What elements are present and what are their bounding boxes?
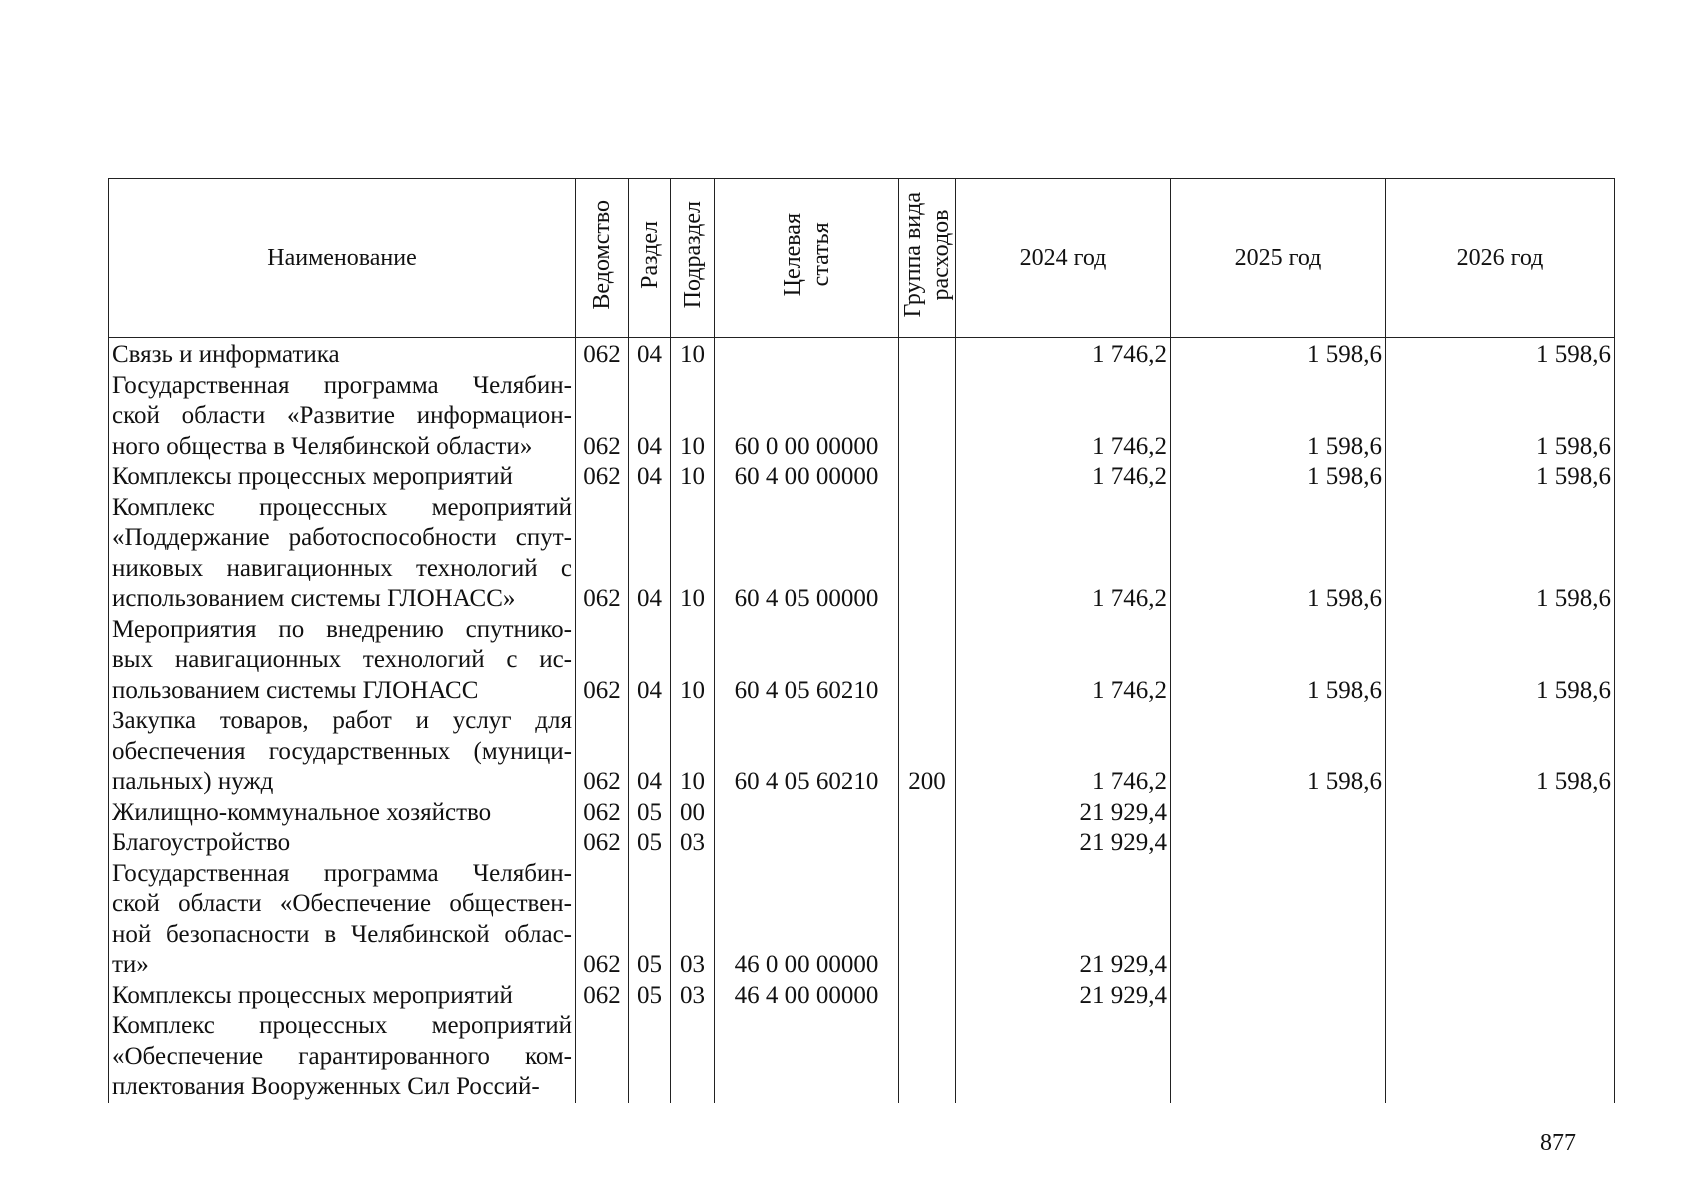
cell-gruppa xyxy=(899,371,956,463)
cell-razdel: 04 xyxy=(629,371,671,463)
cell-name-line: Закупка товаров, работ и услуг для xyxy=(112,707,572,734)
table-row xyxy=(109,371,1615,463)
cell-name-line: ного общества в Челябинской области» xyxy=(112,432,533,460)
cell-name-line: «Обеспечение гарантированного ком- xyxy=(112,1042,572,1070)
cell-name xyxy=(109,371,576,463)
cell-name xyxy=(109,828,576,859)
cell-name-line: Государственная программа Челябин- xyxy=(112,859,572,887)
cell-celevaya xyxy=(715,828,899,859)
cell-podrazdel: 10 xyxy=(671,371,715,463)
budget-table xyxy=(108,178,1615,1103)
cell-vedomstvo: 062 xyxy=(576,615,629,707)
table-row xyxy=(109,981,1615,1012)
header-podrazdel xyxy=(671,179,715,338)
table-row xyxy=(109,462,1615,493)
cell-2025: 1 598,6 xyxy=(1171,462,1386,493)
table-row xyxy=(109,798,1615,829)
table-row xyxy=(109,828,1615,859)
cell-name xyxy=(109,706,576,798)
cell-vedomstvo: 062 xyxy=(576,338,629,371)
table-row xyxy=(109,338,1615,371)
cell-2025 xyxy=(1171,798,1386,829)
cell-2025 xyxy=(1171,828,1386,859)
header-vedomstvo xyxy=(576,179,629,338)
cell-razdel: 05 xyxy=(629,828,671,859)
cell-2025: 1 598,6 xyxy=(1171,371,1386,463)
cell-celevaya: 60 4 05 60210 xyxy=(715,706,899,798)
cell-name-line: плектования Вооруженных Сил Россий- xyxy=(112,1073,540,1100)
cell-razdel: 04 xyxy=(629,493,671,615)
cell-2024: 1 746,2 xyxy=(956,371,1171,463)
cell-name-line: «Поддержание работоспособности спут- xyxy=(112,524,572,551)
header-podrazdel-text: Подраздел xyxy=(679,200,706,309)
cell-name xyxy=(109,981,576,1012)
header-2026 xyxy=(1386,179,1615,338)
cell-name-line: Связь и информатика xyxy=(112,341,340,368)
cell-name-line: ти» xyxy=(112,951,149,978)
cell-podrazdel: 10 xyxy=(671,706,715,798)
header-gruppa xyxy=(899,179,956,338)
header-2024 xyxy=(956,179,1171,338)
header-celevaya xyxy=(715,179,899,338)
cell-celevaya: 60 4 05 00000 xyxy=(715,493,899,615)
cell-gruppa xyxy=(899,859,956,981)
cell-celevaya xyxy=(715,1011,899,1103)
cell-2024: 1 746,2 xyxy=(956,615,1171,707)
cell-2026: 1 598,6 xyxy=(1386,706,1615,798)
cell-name xyxy=(109,338,576,371)
cell-2024 xyxy=(956,1011,1171,1103)
cell-2026: 1 598,6 xyxy=(1386,615,1615,707)
header-name xyxy=(109,179,576,338)
cell-podrazdel: 03 xyxy=(671,828,715,859)
cell-2026 xyxy=(1386,798,1615,829)
cell-2026 xyxy=(1386,981,1615,1012)
cell-2025 xyxy=(1171,859,1386,981)
cell-vedomstvo xyxy=(576,1011,629,1103)
header-razdel-text: Раздел xyxy=(636,220,663,289)
cell-name xyxy=(109,798,576,829)
cell-name-line: Мероприятия по внедрению спутнико- xyxy=(112,615,572,643)
cell-name-line: пальных) нужд xyxy=(112,768,274,795)
table-header-row xyxy=(109,179,1615,338)
cell-2025 xyxy=(1171,1011,1386,1103)
cell-vedomstvo: 062 xyxy=(576,493,629,615)
cell-name-line: Жилищно-коммунальное хозяйство xyxy=(112,798,492,826)
cell-celevaya: 46 0 00 00000 xyxy=(715,859,899,981)
cell-2024: 1 746,2 xyxy=(956,338,1171,371)
cell-razdel: 04 xyxy=(629,338,671,371)
cell-name-line: ской области «Развитие информацион- xyxy=(112,402,572,429)
header-2025 xyxy=(1171,179,1386,338)
cell-gruppa xyxy=(899,493,956,615)
cell-gruppa xyxy=(899,462,956,493)
cell-podrazdel: 10 xyxy=(671,615,715,707)
cell-2025 xyxy=(1171,981,1386,1012)
cell-name-line: Государственная программа Челябин- xyxy=(112,371,572,399)
header-2025-text: 2025 год xyxy=(1234,245,1322,271)
cell-name-line: пользованием системы ГЛОНАСС xyxy=(112,676,479,704)
cell-name-line: Комплекс процессных мероприятий xyxy=(112,1012,572,1039)
cell-name-line: Комплексы процессных мероприятий xyxy=(112,463,513,490)
cell-name-line: Благоустройство xyxy=(112,829,291,856)
cell-2026: 1 598,6 xyxy=(1386,371,1615,463)
cell-vedomstvo: 062 xyxy=(576,981,629,1012)
header-razdel xyxy=(629,179,671,338)
cell-name-line: вых навигационных технологий с ис- xyxy=(112,646,572,673)
cell-2026 xyxy=(1386,828,1615,859)
cell-2024: 1 746,2 xyxy=(956,706,1171,798)
cell-2025: 1 598,6 xyxy=(1171,493,1386,615)
cell-2026 xyxy=(1386,1011,1615,1103)
cell-name xyxy=(109,1011,576,1103)
cell-2026: 1 598,6 xyxy=(1386,338,1615,371)
cell-name-line: ской области «Обеспечение обществен- xyxy=(112,890,572,917)
table-row xyxy=(109,706,1615,798)
cell-gruppa xyxy=(899,615,956,707)
cell-name xyxy=(109,493,576,615)
cell-2025: 1 598,6 xyxy=(1171,706,1386,798)
cell-vedomstvo: 062 xyxy=(576,706,629,798)
table-row xyxy=(109,493,1615,615)
page-number: 877 xyxy=(1540,1130,1576,1156)
cell-celevaya xyxy=(715,798,899,829)
cell-2024: 21 929,4 xyxy=(956,859,1171,981)
table-row xyxy=(109,859,1615,981)
cell-2024: 21 929,4 xyxy=(956,981,1171,1012)
cell-name-line: Комплекс процессных мероприятий xyxy=(112,493,572,521)
cell-name-line: обеспечения государственных (муници- xyxy=(112,737,572,765)
cell-name-line: использованием системы ГЛОНАСС» xyxy=(112,585,516,612)
cell-podrazdel: 10 xyxy=(671,493,715,615)
cell-2025: 1 598,6 xyxy=(1171,615,1386,707)
cell-podrazdel: 10 xyxy=(671,462,715,493)
cell-podrazdel: 03 xyxy=(671,859,715,981)
cell-podrazdel xyxy=(671,1011,715,1103)
cell-vedomstvo: 062 xyxy=(576,828,629,859)
cell-celevaya: 60 0 00 00000 xyxy=(715,371,899,463)
cell-vedomstvo: 062 xyxy=(576,462,629,493)
cell-razdel: 05 xyxy=(629,859,671,981)
cell-2025: 1 598,6 xyxy=(1171,338,1386,371)
cell-2024: 1 746,2 xyxy=(956,493,1171,615)
cell-gruppa xyxy=(899,338,956,371)
cell-name-line: никовых навигационных технологий с xyxy=(112,554,572,582)
cell-razdel: 04 xyxy=(629,615,671,707)
cell-name xyxy=(109,462,576,493)
header-name-text: Наименование xyxy=(267,245,417,271)
cell-gruppa: 200 xyxy=(899,706,956,798)
header-2024-text: 2024 год xyxy=(1019,245,1107,271)
cell-name xyxy=(109,859,576,981)
cell-razdel xyxy=(629,1011,671,1103)
cell-vedomstvo: 062 xyxy=(576,371,629,463)
cell-vedomstvo: 062 xyxy=(576,798,629,829)
cell-gruppa xyxy=(899,1011,956,1103)
cell-podrazdel: 10 xyxy=(671,338,715,371)
table-row xyxy=(109,1011,1615,1103)
cell-name xyxy=(109,615,576,707)
table-body xyxy=(109,338,1615,1103)
header-2026-text: 2026 год xyxy=(1456,245,1544,271)
cell-name-line: ной безопасности в Челябинской облас- xyxy=(112,920,572,948)
header-celevaya-text: Целевая статья xyxy=(779,212,834,297)
cell-razdel: 05 xyxy=(629,981,671,1012)
cell-razdel: 04 xyxy=(629,706,671,798)
cell-vedomstvo: 062 xyxy=(576,859,629,981)
cell-celevaya: 46 4 00 00000 xyxy=(715,981,899,1012)
cell-gruppa xyxy=(899,981,956,1012)
cell-celevaya: 60 4 05 60210 xyxy=(715,615,899,707)
cell-name-line: Комплексы процессных мероприятий xyxy=(112,981,513,1009)
cell-celevaya xyxy=(715,338,899,371)
cell-gruppa xyxy=(899,798,956,829)
cell-gruppa xyxy=(899,828,956,859)
cell-2026: 1 598,6 xyxy=(1386,493,1615,615)
cell-razdel: 05 xyxy=(629,798,671,829)
cell-2024: 21 929,4 xyxy=(956,798,1171,829)
cell-podrazdel: 03 xyxy=(671,981,715,1012)
cell-2026: 1 598,6 xyxy=(1386,462,1615,493)
header-gruppa-text: Группа вида расходов xyxy=(900,191,954,318)
cell-2026 xyxy=(1386,859,1615,981)
cell-podrazdel: 00 xyxy=(671,798,715,829)
header-vedomstvo-text: Ведомство xyxy=(589,199,615,310)
cell-2024: 1 746,2 xyxy=(956,462,1171,493)
cell-razdel: 04 xyxy=(629,462,671,493)
cell-celevaya: 60 4 00 00000 xyxy=(715,462,899,493)
table-row xyxy=(109,615,1615,707)
cell-2024: 21 929,4 xyxy=(956,828,1171,859)
